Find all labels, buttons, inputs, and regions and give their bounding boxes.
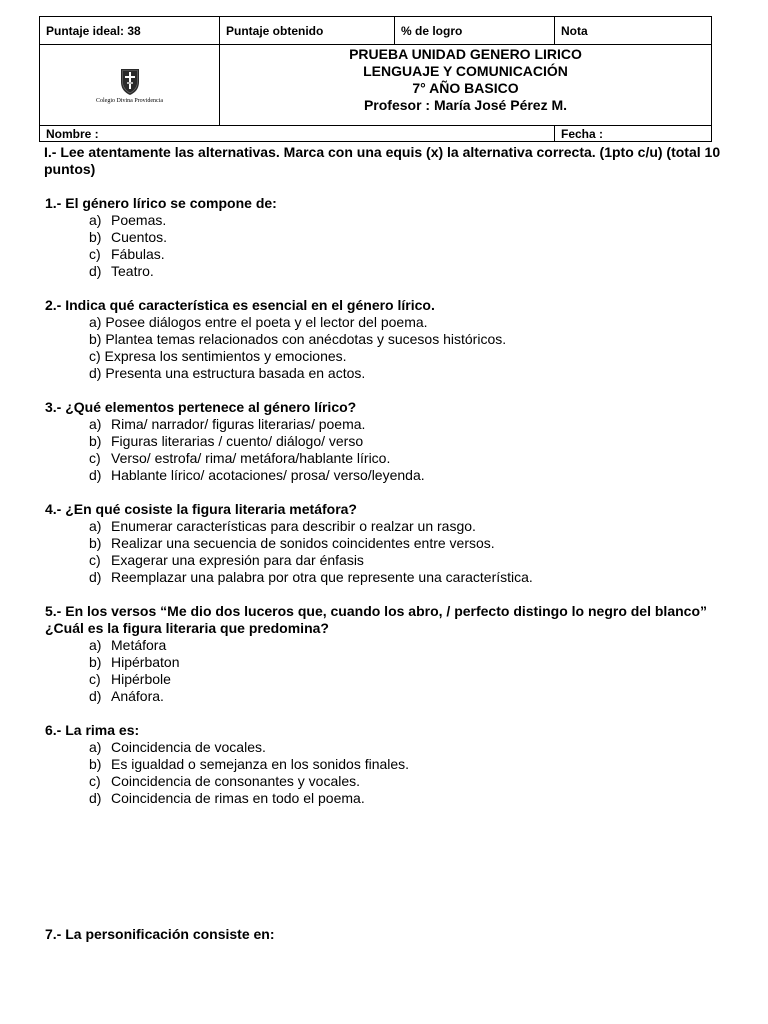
option-letter: b): [89, 756, 102, 772]
nota-cell: Nota: [555, 17, 712, 45]
answer-option[interactable]: [45, 365, 725, 382]
header-table: [39, 16, 712, 142]
option-text: Teatro.: [111, 263, 154, 279]
question-block: [45, 501, 725, 603]
option-text: Exagerar una expresión para dar énfasis: [111, 552, 364, 568]
option-text: Es igualdad o semejanza en los sonidos finales.: [111, 756, 410, 772]
answer-option[interactable]: [45, 263, 725, 280]
test-content: [45, 144, 725, 943]
option-text: Metáfora: [111, 637, 167, 653]
logro-cell: % de logro: [395, 17, 555, 45]
answer-option[interactable]: [45, 450, 725, 467]
option-letter: a): [89, 739, 102, 755]
answer-option[interactable]: [45, 637, 725, 654]
question-text: 4.- ¿En qué cosiste la figura literaria metáfora?: [45, 501, 357, 517]
test-title: PRUEBA UNIDAD GENERO LIRICO: [349, 46, 582, 62]
answer-option[interactable]: [45, 433, 725, 450]
option-list: [45, 212, 725, 280]
option-letter: d): [89, 790, 102, 806]
question-list: [45, 195, 725, 807]
grade-title: 7° AÑO BASICO: [412, 80, 519, 96]
option-text: Figuras literarias / cuento/ diálogo/ verso: [111, 433, 364, 449]
option-letter: b): [89, 229, 102, 245]
option-letter: c): [89, 773, 101, 789]
option-text: d) Presenta una estructura basada en actos.: [89, 365, 366, 381]
instructions: I.- Lee atentamente las alternativas. Marca con una equis (x) la alternativa correcta. (1pto c/u) (total 10 puntos): [44, 144, 721, 177]
option-letter: c): [89, 552, 101, 568]
answer-option[interactable]: [45, 246, 725, 263]
nombre-field[interactable]: Nombre :: [40, 126, 555, 142]
answer-option[interactable]: [45, 348, 725, 365]
question-text: 5.- En los versos “Me dio dos luceros que, cuando los abro, / perfecto distingo lo negro del blanco” ¿Cuál es la figura literaria que predomina?: [45, 603, 707, 636]
question-block: [45, 603, 725, 722]
option-letter: c): [89, 671, 101, 687]
option-text: Reemplazar una palabra por otra que represente una característica.: [111, 569, 533, 585]
option-text: Fábulas.: [111, 246, 165, 262]
option-text: Coincidencia de vocales.: [111, 739, 266, 755]
subject-title: LENGUAJE Y COMUNICACIÓN: [363, 63, 568, 79]
title-cell: [220, 45, 712, 126]
option-list: [45, 637, 725, 705]
answer-option[interactable]: [45, 773, 725, 790]
option-letter: d): [89, 263, 102, 279]
option-text: Realizar una secuencia de sonidos coincidentes entre versos.: [111, 535, 495, 551]
option-text: Coincidencia de rimas en todo el poema.: [111, 790, 365, 806]
option-letter: a): [89, 637, 102, 653]
option-letter: a): [89, 416, 102, 432]
option-letter: a): [89, 212, 102, 228]
option-text: Hablante lírico/ acotaciones/ prosa/ verso/leyenda.: [111, 467, 425, 483]
option-text: a) Posee diálogos entre el poeta y el lector del poema.: [89, 314, 428, 330]
option-letter: d): [89, 569, 102, 585]
question-text: 1.- El género lírico se compone de:: [45, 195, 277, 211]
question-7: 7.- La personificación consiste en:: [45, 926, 275, 942]
option-letter: b): [89, 654, 102, 670]
answer-option[interactable]: [45, 569, 725, 586]
answer-option[interactable]: [45, 739, 725, 756]
option-text: Coincidencia de consonantes y vocales.: [111, 773, 361, 789]
answer-option[interactable]: [45, 331, 725, 348]
option-letter: a): [89, 518, 102, 534]
question-block: [45, 195, 725, 297]
question-block: [45, 399, 725, 501]
option-letter: c): [89, 246, 101, 262]
option-list: [45, 416, 725, 484]
puntaje-ideal-cell: Puntaje ideal: 38: [40, 17, 220, 45]
option-list: [45, 314, 725, 382]
question-block: [45, 722, 725, 807]
option-list: [45, 739, 725, 807]
question-text: 3.- ¿Qué elementos pertenece al género lírico?: [45, 399, 357, 415]
fecha-field[interactable]: Fecha :: [555, 126, 712, 142]
answer-option[interactable]: [45, 518, 725, 535]
answer-option[interactable]: [45, 229, 725, 246]
answer-option[interactable]: [45, 688, 725, 705]
option-text: Rima/ narrador/ figuras literarias/ poema.: [111, 416, 366, 432]
option-letter: d): [89, 467, 102, 483]
answer-option[interactable]: [45, 756, 725, 773]
answer-option[interactable]: [45, 314, 725, 331]
school-crest-icon: [119, 66, 141, 96]
option-letter: b): [89, 433, 102, 449]
answer-option[interactable]: [45, 790, 725, 807]
question-text: 2.- Indica qué característica es esencial en el género lírico.: [45, 297, 435, 313]
option-text: Poemas.: [111, 212, 167, 228]
option-text: c) Expresa los sentimientos y emociones.: [89, 348, 347, 364]
option-list: [45, 518, 725, 586]
answer-option[interactable]: [45, 671, 725, 688]
option-text: Verso/ estrofa/ rima/ metáfora/hablante lírico.: [111, 450, 391, 466]
logo-caption: Colegio Divina Providencia: [96, 98, 163, 104]
answer-option[interactable]: [45, 467, 725, 484]
option-letter: c): [89, 450, 101, 466]
question-block: [45, 297, 725, 399]
option-letter: b): [89, 535, 102, 551]
answer-option[interactable]: [45, 552, 725, 569]
logo-cell: [40, 45, 220, 126]
option-text: Hipérbole: [111, 671, 171, 687]
option-text: Enumerar características para describir o realzar un rasgo.: [111, 518, 476, 534]
option-letter: d): [89, 688, 102, 704]
teacher-title: Profesor : María José Pérez M.: [363, 97, 568, 113]
puntaje-obtenido-cell: Puntaje obtenido: [220, 17, 395, 45]
answer-option[interactable]: [45, 416, 725, 433]
answer-option[interactable]: [45, 535, 725, 552]
option-text: b) Plantea temas relacionados con anécdotas y sucesos históricos.: [89, 331, 507, 347]
answer-option[interactable]: [45, 654, 725, 671]
option-text: Hipérbaton: [111, 654, 180, 670]
question-text: 6.- La rima es:: [45, 722, 140, 738]
option-text: Anáfora.: [111, 688, 164, 704]
answer-option[interactable]: [45, 212, 725, 229]
option-text: Cuentos.: [111, 229, 168, 245]
